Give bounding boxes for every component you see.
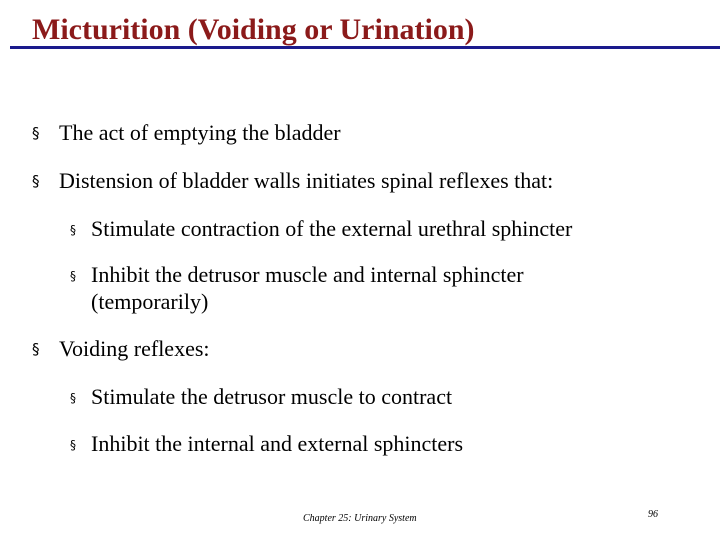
page-number: 96 [648, 509, 658, 520]
sub-bullet-item [70, 431, 464, 457]
sub-bullet-marker-icon: § [70, 438, 76, 452]
bullet-marker-icon: § [32, 172, 40, 190]
bullet-item [32, 168, 554, 194]
sub-bullet-text: Inhibit the detrusor muscle and internal sphincter [91, 262, 524, 287]
sub-bullet-marker-icon: § [70, 269, 76, 283]
sub-bullet-item [70, 262, 524, 288]
bullet-marker-icon: § [32, 340, 40, 358]
sub-bullet-marker-icon: § [70, 391, 76, 405]
sub-bullet-continuation [91, 289, 208, 315]
bullet-marker-icon: § [32, 124, 40, 142]
title-underline [10, 46, 720, 49]
bullet-text: The act of emptying the bladder [59, 120, 341, 145]
slide-title: Micturition (Voiding or Urination) [32, 13, 475, 46]
sub-bullet-text: Stimulate the detrusor muscle to contract [91, 384, 453, 409]
footer-chapter: Chapter 25: Urinary System [303, 513, 417, 524]
sub-bullet-text: Inhibit the internal and external sphincters [91, 431, 464, 456]
bullet-text: Distension of bladder walls initiates spinal reflexes that: [59, 168, 554, 193]
sub-bullet-text: Stimulate contraction of the external urethral sphincter [91, 216, 573, 241]
sub-bullet-item [70, 384, 453, 410]
bullet-text: Voiding reflexes: [59, 336, 210, 361]
sub-bullet-item [70, 216, 573, 242]
bullet-item [32, 336, 210, 362]
sub-bullet-marker-icon: § [70, 223, 76, 237]
bullet-item [32, 120, 341, 146]
sub-bullet-text: (temporarily) [91, 289, 209, 314]
